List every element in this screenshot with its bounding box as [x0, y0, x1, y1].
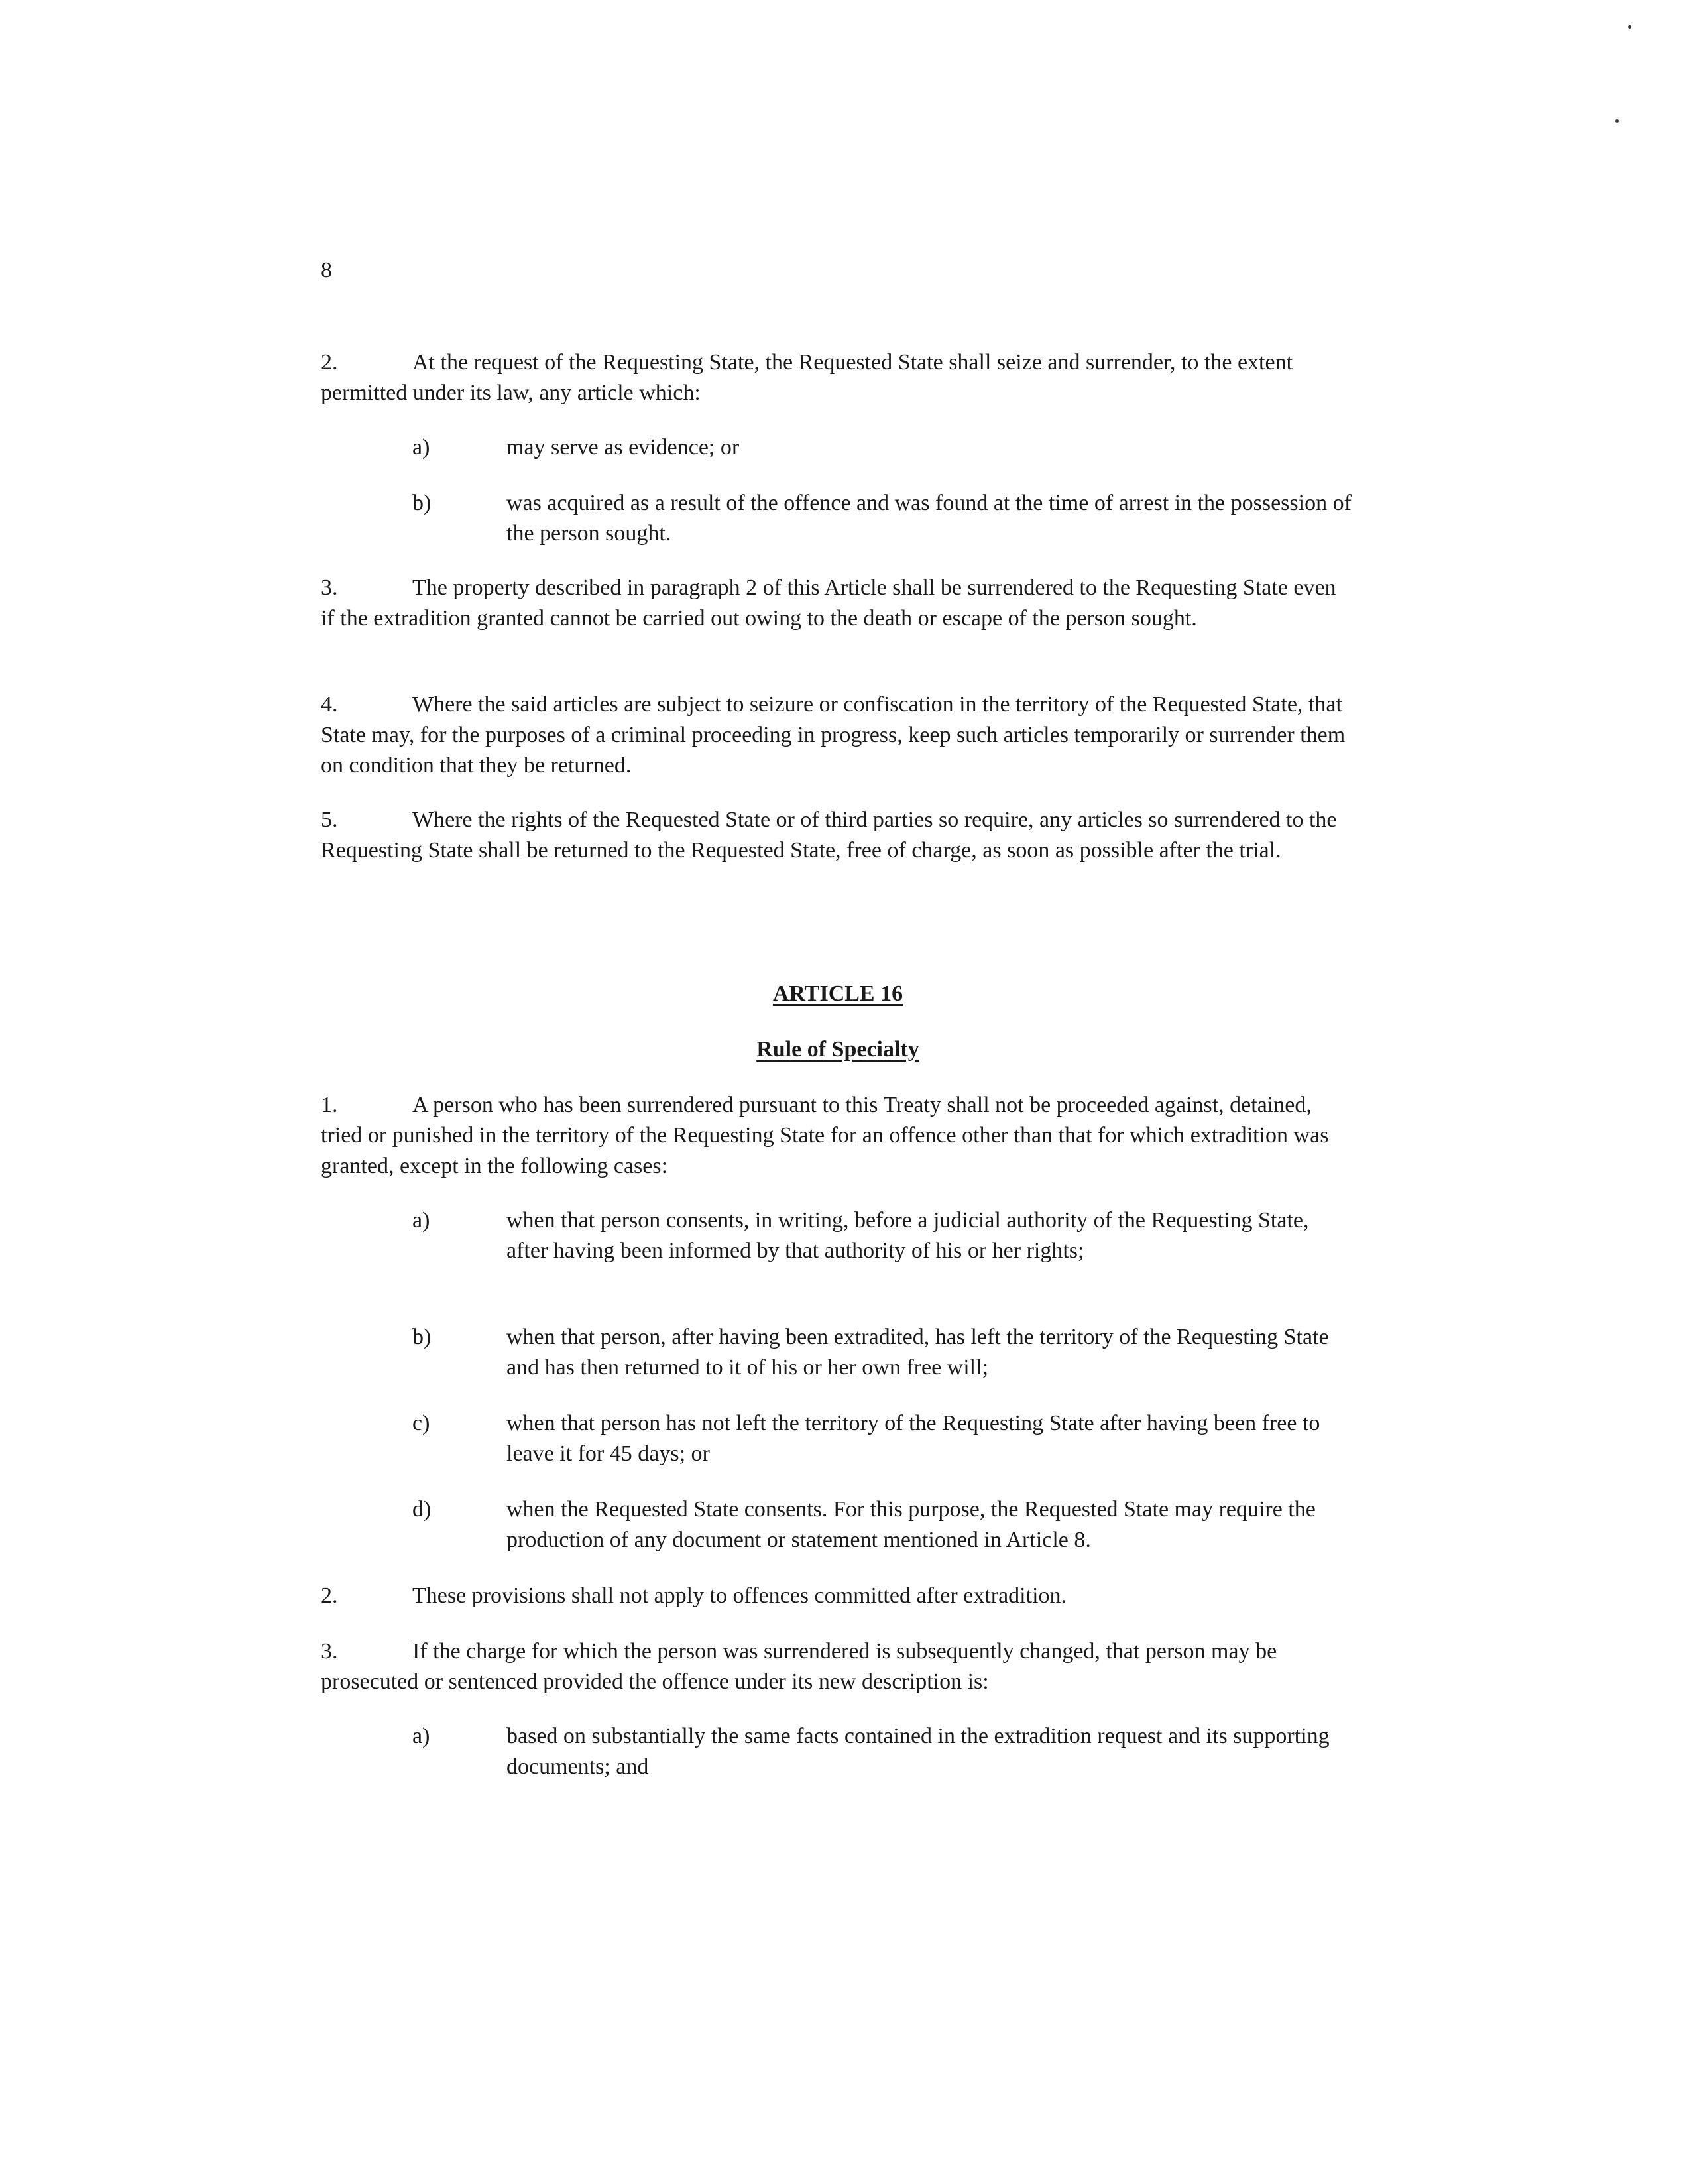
article16-paragraph-3: [321, 1636, 1355, 1697]
paragraph-text: At the request of the Requesting State, the Requested State shall seize and surrender, to the extent permitted under its law, any article which:: [321, 350, 1293, 405]
item-letter: c): [412, 1411, 430, 1435]
paragraph-5: [321, 805, 1355, 866]
paragraph-text: Where the rights of the Requested State or of third parties so require, any articles so surrendered to the Requesting State shall be returned to the Requested State, free of charge, as soon as possible after the trial.: [321, 808, 1337, 863]
item-text: when that person, after having been extradited, has left the territory of the Requesting State and has then returned to it of his or her own free will;: [506, 1325, 1329, 1380]
paragraph-number: 4.: [321, 692, 338, 717]
item-letter: b): [412, 491, 432, 515]
paragraph-number: 2.: [321, 1583, 338, 1608]
item-text: based on substantially the same facts contained in the extradition request and its supporting documents; and: [506, 1724, 1330, 1779]
item-letter: a): [412, 1724, 430, 1748]
paragraph-text: Where the said articles are subject to seizure or confiscation in the territory of the Requested State, that State may, for the purposes of a criminal proceeding in progress, keep such articles temporarily or surrender them on condition that they be returned.: [321, 692, 1346, 778]
item-letter: b): [412, 1325, 432, 1349]
article16-paragraph-2: [321, 1581, 1355, 1611]
page-number: 8: [321, 258, 332, 282]
item-text: when that person consents, in writing, before a judicial authority of the Requesting State, after having been informed by that authority of his or her rights;: [506, 1208, 1309, 1263]
paragraph-text: If the charge for which the person was surrendered is subsequently changed, that person may be prosecuted or sentenced provided the offence under its new description is:: [321, 1639, 1277, 1694]
paragraph-4: [321, 690, 1355, 781]
paragraph-2: [321, 347, 1355, 408]
item-letter: a): [412, 435, 430, 459]
scan-speck: [1628, 25, 1631, 29]
item-text: may serve as evidence; or: [506, 435, 740, 459]
item-letter: a): [412, 1208, 430, 1233]
paragraph-3: [321, 573, 1355, 634]
paragraph-number: 3.: [321, 1639, 338, 1664]
paragraph-text: The property described in paragraph 2 of this Article shall be surrendered to the Requesting State even if the extradition granted cannot be carried out owing to the death or escape of the person sought.: [321, 576, 1336, 631]
paragraph-number: 1.: [321, 1093, 338, 1117]
paragraph-number: 5.: [321, 808, 338, 832]
article16-paragraph-1: [321, 1090, 1355, 1182]
item-letter: d): [412, 1497, 432, 1522]
item-text: when the Requested State consents. For this purpose, the Requested State may require the production of any document or statement mentioned in Article 8.: [506, 1497, 1316, 1552]
article-subheading: Rule of Specialty: [756, 1037, 919, 1062]
paragraph-number: 3.: [321, 576, 338, 600]
item-text: was acquired as a result of the offence and was found at the time of arrest in the possession of the person sought.: [506, 491, 1352, 546]
item-text: when that person has not left the territory of the Requesting State after having been free to leave it for 45 days; or: [506, 1411, 1320, 1466]
paragraph-text: A person who has been surrendered pursuant to this Treaty shall not be proceeded against, detained, tried or punished in the territory of the Requesting State for an offence other than that for which extradition was granted, except in the following cases:: [321, 1093, 1329, 1178]
article-heading: ARTICLE 16: [772, 981, 903, 1006]
paragraph-number: 2.: [321, 350, 338, 375]
paragraph-text: These provisions shall not apply to offences committed after extradition.: [412, 1583, 1067, 1608]
scan-speck: [1615, 119, 1619, 123]
